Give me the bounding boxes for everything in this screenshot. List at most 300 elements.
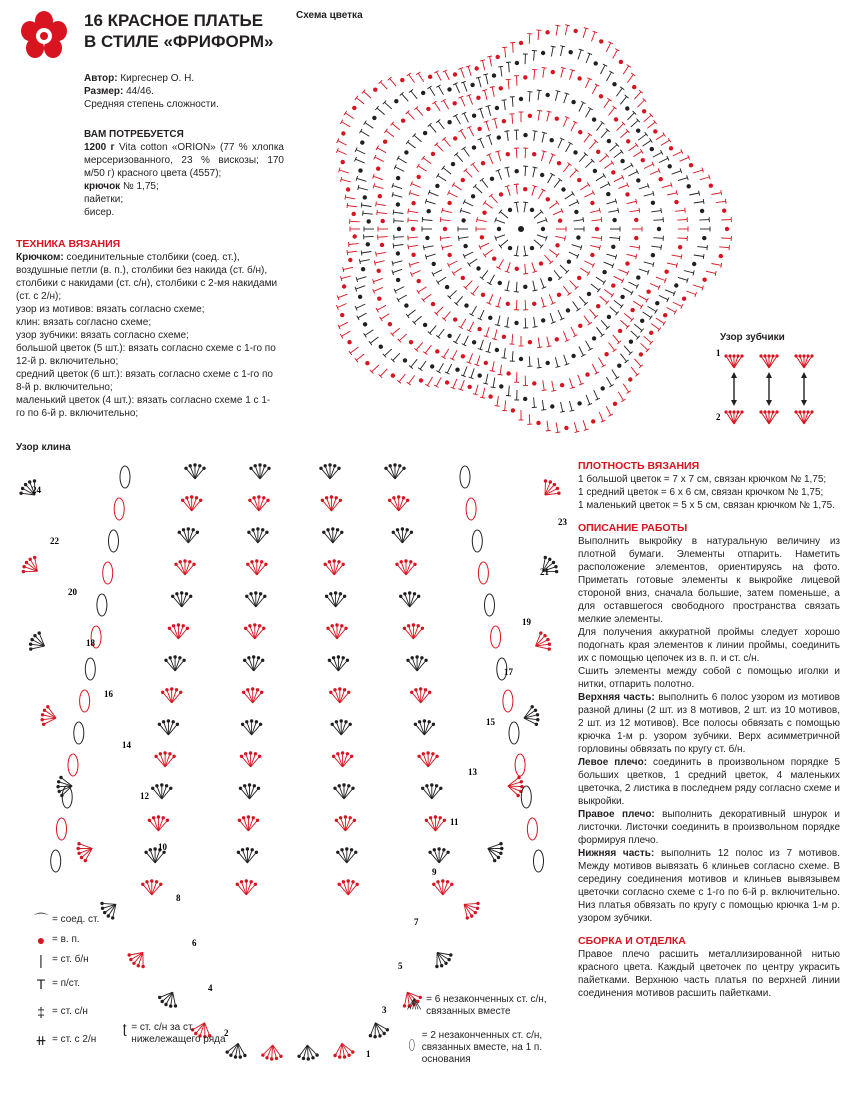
wedge-dot <box>336 851 339 854</box>
stitch-mark <box>569 202 578 206</box>
stitch-mark <box>471 368 474 377</box>
row-label: 18 <box>86 638 95 648</box>
stitch-mark <box>422 220 432 221</box>
stitch-mark <box>463 367 467 376</box>
picot-stitch <box>734 412 742 424</box>
chain-dot <box>443 227 447 231</box>
stitch-mark <box>556 91 561 92</box>
stitch-mark <box>541 297 544 307</box>
wedge-stitch <box>401 562 406 575</box>
row-label: 14 <box>122 740 131 750</box>
stitch-mark <box>483 201 486 205</box>
wedge-stitch <box>439 852 448 863</box>
wedge-dot <box>431 752 434 755</box>
wedge-stitch <box>152 882 157 895</box>
stitch-mark <box>525 300 526 310</box>
stitch-mark <box>556 423 558 433</box>
stitch-mark <box>362 205 372 207</box>
stitch-mark <box>694 202 704 204</box>
wedge-dot <box>337 560 340 563</box>
chain-dot <box>663 313 667 317</box>
stitch-mark <box>425 345 431 353</box>
wedge-stitch <box>190 466 195 479</box>
row-label: 17 <box>504 667 513 677</box>
wedge-dot <box>244 752 247 755</box>
wedge-oval <box>74 722 84 744</box>
chain-dot <box>409 340 413 344</box>
picot-dot <box>740 410 743 413</box>
wedge-dot <box>249 592 252 595</box>
wedge-dot <box>557 492 560 495</box>
picot-dot <box>736 354 739 357</box>
wedge-oval <box>460 466 470 488</box>
stitch-mark <box>475 385 478 395</box>
stitch-mark <box>556 201 559 205</box>
stitch-mark <box>608 210 618 212</box>
picot-arrowhead <box>731 372 737 378</box>
wedge-stitch <box>395 468 404 479</box>
stitch-mark <box>563 164 569 172</box>
wedge-stitch <box>402 532 411 543</box>
wedge-stitch <box>443 884 452 895</box>
stitch-mark <box>560 46 565 47</box>
stitch-mark <box>639 245 640 250</box>
wedge-dot <box>396 528 399 531</box>
wedge-dot <box>129 958 132 961</box>
stitch-mark <box>613 106 617 109</box>
stitch-mark <box>347 206 357 207</box>
stitch-mark <box>393 353 400 360</box>
stitch-mark <box>665 290 674 294</box>
wedge-dot <box>195 496 198 499</box>
wedge-dot <box>344 627 347 630</box>
wedge-oval <box>491 626 501 648</box>
stitch-mark <box>452 271 455 275</box>
stitch-mark <box>588 133 592 136</box>
stitch-mark <box>586 109 591 118</box>
stitch-mark <box>513 43 514 53</box>
stitch-mark <box>618 392 623 401</box>
wedge-dot <box>253 784 256 787</box>
wedge-dot <box>256 527 259 530</box>
chain-dot <box>396 251 400 255</box>
wedge-dot <box>59 776 62 779</box>
chain-dot <box>620 295 624 299</box>
wedge-dot <box>24 483 27 486</box>
stitch-mark <box>385 102 392 109</box>
wedge-dot <box>345 847 348 850</box>
stitch-mark <box>631 120 638 127</box>
wedge-dot <box>178 656 181 659</box>
wedge-oval <box>85 658 95 680</box>
stitch-mark <box>376 204 386 206</box>
stitch-mark <box>542 132 547 133</box>
chain-dot <box>426 107 430 111</box>
wedge-stitch <box>160 754 165 767</box>
chain-dot <box>528 340 532 344</box>
wedge-stitch <box>328 628 337 639</box>
stitch-mark <box>471 293 475 296</box>
stitch-mark <box>489 135 492 145</box>
stitch-mark <box>376 252 377 257</box>
stitch-mark <box>541 189 545 192</box>
wedge-dot <box>444 962 447 965</box>
picot-dot <box>759 410 762 413</box>
stitch-mark <box>544 255 551 262</box>
stitch-mark <box>551 47 553 57</box>
wedge-dot <box>161 1000 164 1003</box>
wedge-dot <box>169 787 172 790</box>
stitch-mark <box>381 314 389 319</box>
stitch-mark <box>570 281 577 288</box>
chain-dot <box>472 145 476 149</box>
wedge-dot <box>251 528 254 531</box>
chain-dot <box>574 29 578 33</box>
wedge-stitch <box>337 628 346 639</box>
wedge-dot <box>410 691 413 694</box>
stitch-mark <box>651 211 661 212</box>
stitch-mark <box>609 385 613 388</box>
stitch-mark <box>498 316 500 326</box>
chain-dot <box>383 140 387 144</box>
wedge-dot <box>331 527 334 530</box>
wedge-dot <box>425 819 428 822</box>
wedge-stitch <box>146 852 155 863</box>
chain-dot <box>613 402 617 406</box>
stitch-mark <box>650 284 659 288</box>
wedge-dot <box>338 687 341 690</box>
stitch-mark <box>416 342 423 350</box>
wedge-dot <box>169 656 172 659</box>
stitch-mark <box>398 295 407 300</box>
stitch-mark <box>487 282 491 285</box>
chain-dot <box>519 41 523 45</box>
stitch-mark <box>427 86 431 89</box>
chain-dot <box>567 260 571 264</box>
stitch-mark <box>399 374 405 382</box>
wedge-stitch <box>333 532 342 543</box>
wedge-dot <box>378 1034 381 1037</box>
stitch-mark <box>556 366 561 367</box>
dc-below-icon: ʈ <box>122 1020 127 1036</box>
wedge-stitch <box>336 594 341 607</box>
wedge-oval <box>509 722 519 744</box>
stitch-mark <box>579 103 584 112</box>
wedge-stitch <box>424 724 433 735</box>
stitch-mark <box>631 163 634 167</box>
stitch-mark <box>445 71 449 80</box>
wedge-dot <box>406 528 409 531</box>
wedge-dot <box>153 847 156 850</box>
wedge-dot <box>241 848 244 851</box>
wedge-stitch <box>324 532 333 543</box>
stitch-mark <box>631 291 634 295</box>
chain-dot <box>453 101 457 105</box>
stitch-mark <box>570 410 575 411</box>
stitch-mark <box>480 397 485 398</box>
work-heading: ОПИСАНИЕ РАБОТЫ <box>578 522 688 534</box>
stitch-mark <box>480 60 485 61</box>
stitch-mark <box>659 158 668 162</box>
row-label: 9 <box>432 867 437 877</box>
stitch-mark <box>440 236 441 241</box>
wedge-stitch <box>157 786 162 799</box>
stitch-mark <box>639 269 648 272</box>
wedge-dot <box>250 880 253 883</box>
wedge-dot <box>428 851 431 854</box>
chain-dot <box>468 385 472 389</box>
stitch-mark <box>436 72 441 81</box>
stitch-mark <box>523 274 528 275</box>
chain-dot <box>546 361 550 365</box>
wedge-dot <box>328 659 331 662</box>
wedge-dot <box>179 691 182 694</box>
stitch-mark <box>393 261 403 264</box>
chain-dot <box>453 72 457 76</box>
stitch-mark <box>502 100 507 101</box>
wedge-stitch <box>402 530 407 543</box>
stitch-mark <box>464 252 473 256</box>
stitch-mark <box>534 240 542 247</box>
chain-dot <box>367 219 371 223</box>
stitch-mark <box>409 89 413 92</box>
chain-dot <box>725 227 729 231</box>
wedge-stitch <box>334 756 343 767</box>
chain-dot <box>425 236 429 240</box>
wedge-dot <box>319 467 322 470</box>
chain-dot <box>341 160 345 164</box>
wedge-stitch <box>420 722 425 735</box>
chain-dot <box>484 361 488 365</box>
wedge-stitch <box>325 564 334 575</box>
wedge-dot <box>466 916 469 919</box>
wedge-stitch <box>165 756 174 767</box>
stitch-mark <box>488 106 491 116</box>
stitch-mark <box>667 263 677 265</box>
stitch-mark <box>634 359 641 367</box>
wedge-stitch <box>332 724 341 735</box>
wedge-dot <box>168 627 171 630</box>
wedge-dot <box>333 787 336 790</box>
picot-chart <box>714 344 834 440</box>
stitch-mark <box>408 211 418 213</box>
wedge-oval <box>515 754 525 776</box>
wedge-dot <box>264 563 267 566</box>
stitch-mark <box>538 358 539 368</box>
legend-dc-below: ʈ = ст. с/н за ст. нижележащего ряда <box>118 1022 228 1046</box>
wedge-dot <box>339 499 342 502</box>
picot-stitch <box>804 356 812 368</box>
stitch-mark <box>529 414 530 424</box>
chain-dot <box>435 349 439 353</box>
stitch-mark <box>408 220 418 221</box>
wedge-dot <box>342 783 345 786</box>
chain-dot <box>555 243 559 247</box>
stitch-mark <box>473 164 479 172</box>
chain-dot <box>396 176 400 180</box>
stitch-mark <box>534 212 542 219</box>
wedge-dot <box>421 787 424 790</box>
stitch-mark <box>375 261 385 263</box>
wedge-dot <box>186 627 189 630</box>
wedge-dot <box>184 467 187 470</box>
stitch-mark <box>422 298 425 302</box>
stitch-mark <box>650 138 653 142</box>
wedge-dot <box>41 718 44 721</box>
wedge-dot <box>141 965 144 968</box>
wedge-stitch <box>331 594 336 607</box>
stitch-mark <box>555 236 565 238</box>
stitch-mark <box>430 125 437 133</box>
wedge-dot <box>33 634 36 637</box>
stitch-mark <box>564 94 567 104</box>
stitch-mark <box>486 105 491 106</box>
stitch-mark <box>495 406 500 407</box>
wedge-dot <box>243 784 246 787</box>
stitch-mark <box>438 121 444 129</box>
chain-dot <box>515 61 519 65</box>
stitch-mark <box>663 132 666 136</box>
chain-dot <box>523 285 527 289</box>
stitch-mark <box>627 113 634 120</box>
wedge-stitch <box>172 690 177 703</box>
wedge-dot <box>315 1053 318 1056</box>
stitch-mark <box>597 288 600 292</box>
stitch-mark <box>586 341 591 350</box>
stitch-mark <box>633 301 641 306</box>
stitch-mark <box>376 308 379 312</box>
stitch-mark <box>507 168 509 178</box>
stitch-mark <box>620 87 624 90</box>
stitch-mark <box>653 262 654 267</box>
wedge-stitch <box>155 852 164 863</box>
row-label: 23 <box>558 517 567 527</box>
stitch-mark <box>483 74 488 75</box>
chain-dot <box>651 201 655 205</box>
legend-dc2tog: = 2 незаконченных ст. с/н, связанных вместе, на 1 п. основания <box>406 1030 566 1066</box>
stitch-mark <box>483 253 486 257</box>
chain-dot <box>555 117 559 121</box>
wedge-dot <box>30 638 33 641</box>
chain-dot <box>541 51 545 55</box>
chain-dot <box>492 257 496 261</box>
wedge-stitch <box>399 498 404 511</box>
chain-dot <box>431 152 435 156</box>
chain-dot <box>417 279 421 283</box>
wedge-dot <box>46 705 49 708</box>
stitch-mark <box>480 139 484 148</box>
wedge-stitch <box>182 594 187 607</box>
flower-chart <box>296 24 746 434</box>
chain-dot <box>376 167 380 171</box>
row-label: 22 <box>50 536 59 546</box>
stitch-mark <box>659 295 668 299</box>
stitch-mark <box>408 245 418 247</box>
stitch-mark <box>436 144 443 151</box>
stitch-mark <box>524 202 526 212</box>
chain-dot <box>482 211 486 215</box>
stitch-mark <box>471 163 475 166</box>
stitch-mark <box>610 145 618 152</box>
wedge-dot <box>414 688 417 691</box>
wedge-stitch <box>260 468 269 479</box>
wedge-dot <box>347 879 350 882</box>
chain-dot <box>632 85 636 89</box>
stitch-mark <box>556 26 558 36</box>
wedge-stitch <box>430 852 439 863</box>
stitch-mark <box>602 365 606 368</box>
wedge-dot <box>419 687 422 690</box>
chain-dot <box>551 70 555 74</box>
wedge-oval <box>527 818 537 840</box>
chain-dot <box>573 150 577 154</box>
wedge-stitch <box>182 596 191 607</box>
wedge-dot <box>430 783 433 786</box>
wedge-stitch <box>331 500 340 511</box>
wedge-dot <box>252 496 255 499</box>
wedge-dot <box>22 565 25 568</box>
stitch-mark <box>516 148 517 158</box>
chain-dot <box>628 377 632 381</box>
wedge-stitch <box>164 722 169 735</box>
stitch-mark <box>392 124 400 130</box>
stitch-mark <box>486 351 491 352</box>
stitch-mark <box>592 32 596 41</box>
picot-stitch <box>726 356 734 368</box>
row-label: 11 <box>450 817 459 827</box>
chain-dot <box>363 195 367 199</box>
wedge-dot <box>428 691 431 694</box>
stitch-mark <box>465 170 472 177</box>
stitch-mark <box>459 237 469 239</box>
wedge-stitch <box>434 850 439 863</box>
stitch-mark <box>636 199 637 204</box>
chain-dot <box>453 136 457 140</box>
stitch-mark <box>380 82 387 89</box>
wedge-dot <box>243 1054 246 1057</box>
wedge-stitch <box>79 844 92 849</box>
stitch-mark <box>512 114 513 124</box>
wedge-dot <box>41 713 44 716</box>
stitch-mark <box>676 263 677 268</box>
wedge-dot <box>402 496 405 499</box>
stitch-mark <box>533 167 538 168</box>
stitch-mark <box>534 397 535 407</box>
row-label: 21 <box>540 567 549 577</box>
stitch-mark <box>344 111 347 115</box>
stitch-mark <box>606 406 610 415</box>
stitch-mark <box>678 277 688 280</box>
stitch-mark <box>505 290 510 291</box>
stitch-mark <box>461 97 465 106</box>
wedge-stitch <box>158 820 167 831</box>
chain-dot <box>607 139 611 143</box>
stitch-mark <box>465 281 472 288</box>
wedge-dot <box>349 816 352 819</box>
stitch-mark <box>614 300 622 306</box>
stitch-mark <box>357 277 367 280</box>
stitch-mark <box>661 245 662 250</box>
wedge-dot <box>340 719 343 722</box>
wedge-stitch <box>395 466 400 479</box>
chain-dot <box>358 295 362 299</box>
wedge-dot <box>424 688 427 691</box>
stitch-mark <box>436 120 440 123</box>
stitch-mark <box>538 90 539 100</box>
chain-dot <box>502 335 506 339</box>
wedge-stitch <box>175 658 180 671</box>
wedge-dot <box>386 1028 389 1031</box>
